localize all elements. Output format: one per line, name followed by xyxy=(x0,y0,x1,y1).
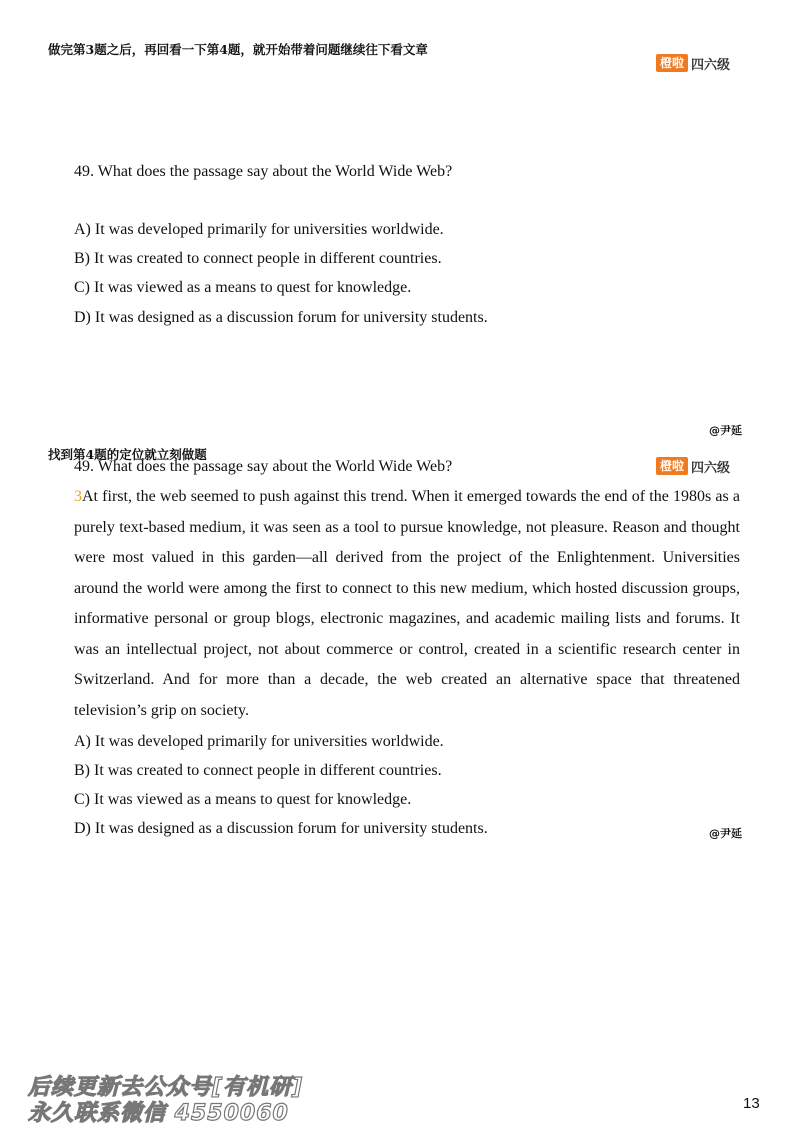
paragraph-text: At first, the web seemed to push against this trend. When it emerged towards the end of the 1980s as a purely text-based medium, it was seen as a tool to pursue knowledge, not pleasure. Reason and thought were most valued in this garden—all derived from the project of the Enlightenment. Universities around the world were among the first to connect to this new medium, which hosted discussion groups, informative personal or group blogs, electronic magazines, and academic mailing lists and forums. It was an intellectual project, not about commerce or control, created in a scientific research center in Switzerland. And for more than a decade, the web created an alternative space that threatened television’s grip on society. xyxy=(74,488,740,719)
watermark xyxy=(28,1075,303,1127)
watermark-line2: 永久联系微信 4550060 xyxy=(28,1101,289,1126)
option-a: A) It was developed primarily for universities worldwide. xyxy=(74,733,444,750)
author-signature: @尹延 xyxy=(709,827,742,840)
watermark-line1: 后续更新去公众号[有机研] xyxy=(28,1075,304,1100)
brand-tag: 橙啦 xyxy=(656,54,688,72)
brand-badge xyxy=(656,54,730,72)
option-c: C) It was viewed as a means to quest for knowledge. xyxy=(74,791,412,808)
option-c: C) It was viewed as a means to quest for knowledge. xyxy=(74,279,412,296)
question-49-title: 49. What does the passage say about the World Wide Web? xyxy=(74,163,453,180)
passage-paragraph xyxy=(74,482,740,726)
option-b: B) It was created to connect people in different countries. xyxy=(74,762,442,779)
option-d: D) It was designed as a discussion forum for university students. xyxy=(74,309,488,326)
brand-level: 四六级 xyxy=(691,57,731,73)
option-b: B) It was created to connect people in different countries. xyxy=(74,250,442,267)
brand-tag: 橙啦 xyxy=(656,457,688,475)
option-d: D) It was designed as a discussion forum for university students. xyxy=(74,820,488,837)
option-a: A) It was developed primarily for universities worldwide. xyxy=(74,221,444,238)
author-signature: @尹延 xyxy=(709,424,742,437)
brand-badge xyxy=(656,457,730,475)
brand-level: 四六级 xyxy=(691,460,731,476)
page-number: 13 xyxy=(743,1095,760,1112)
locate-note: 找到第4题的定位就立刻做题 xyxy=(48,447,207,462)
question-49-title: 49. What does the passage say about the World Wide Web? xyxy=(74,458,453,475)
paragraph-number: 3 xyxy=(74,488,82,505)
header-note: 做完第3题之后，再回看一下第4题，就开始带着问题继续往下看文章 xyxy=(48,42,428,57)
